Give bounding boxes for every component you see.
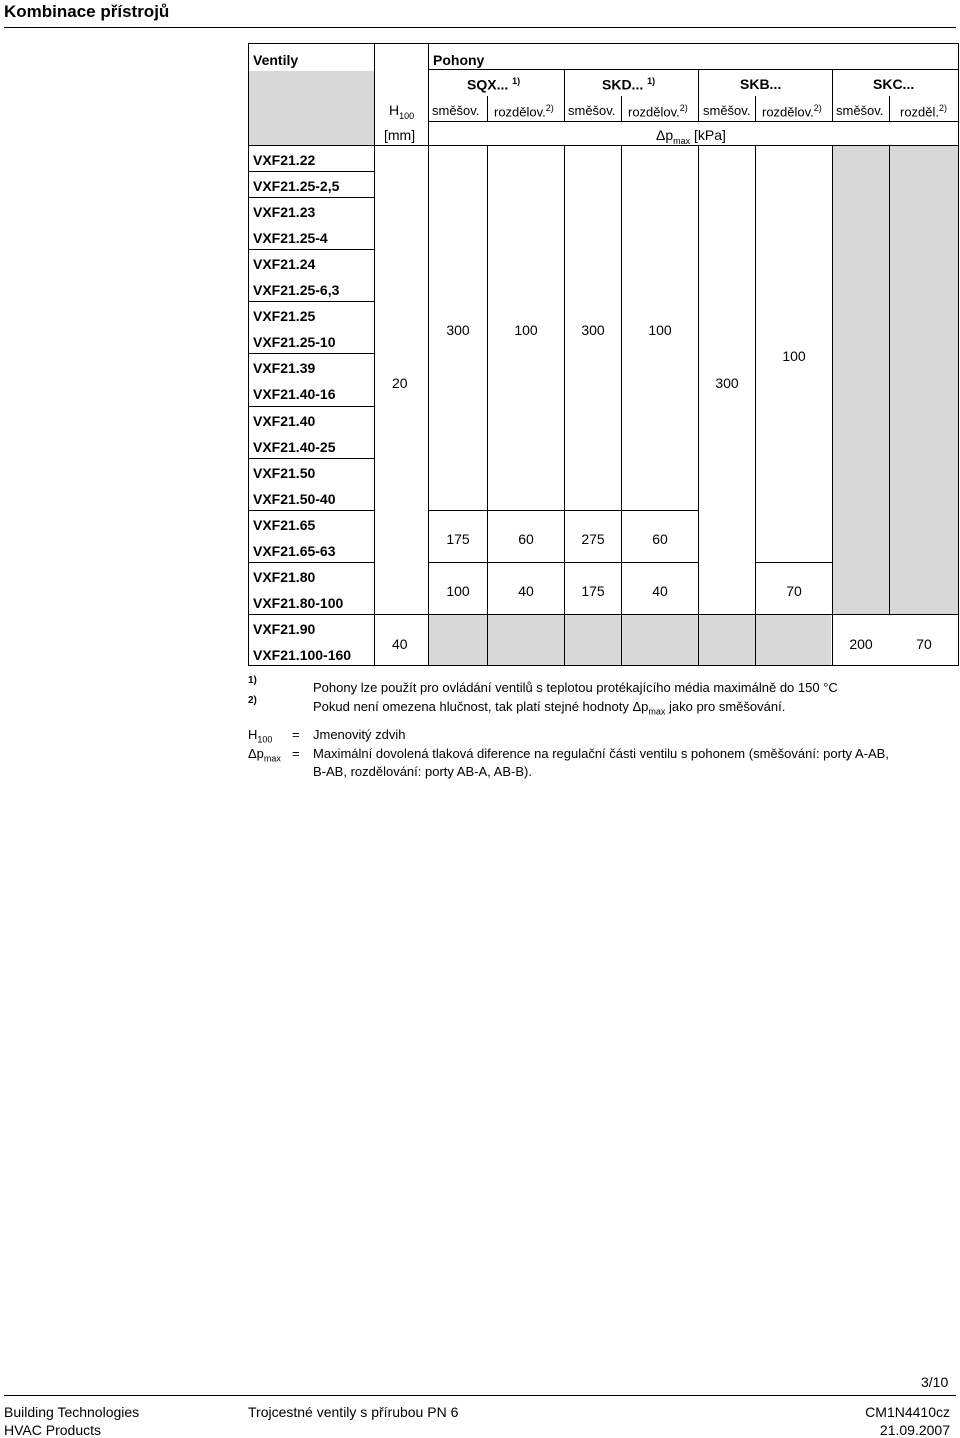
table-bottom-border [248,665,959,666]
drive-sqx: SQX... $^{1)}$ [467,76,521,93]
sep-sub-1 [487,96,488,121]
hline-g1-g2 [429,510,698,511]
def-h100-eq: = [292,727,300,742]
footer-rule [4,1395,956,1396]
sep-sub-4 [889,96,890,121]
header-ventily: Ventily [253,52,299,68]
valve-name: VXF21.25-6,3 [253,282,340,299]
sep-drive-2 [698,69,699,121]
valve-name: VXF21.65 [253,516,316,533]
valve-name: VXF21.25 [253,308,316,325]
note-1-mark: 1) [248,675,257,686]
g2-sqx-smes: 175 [446,531,470,547]
footer-doc-title: Trojcestné ventily s přírubou PN 6 [248,1404,459,1420]
note-1-text: Pohony lze použít pro ovládání ventilů s teplotou protékajícího média maximálně do 150 °C [313,680,838,695]
hline-g2-g3 [429,562,698,563]
sep-sub-2 [621,96,622,121]
skb-rozd-value-top: 100 [782,348,806,364]
valve-name: VXF21.25-4 [253,230,328,247]
table-top-border [248,43,959,44]
sub-skc-rozd: rozděl.$^{2)}$ [900,103,948,120]
title-rule [4,27,956,28]
valve-row-separator [249,510,374,511]
valve-name: VXF21.23 [253,204,316,221]
footer-company: Building Technologies [4,1404,140,1420]
valve-name: VXF21.25-2,5 [253,178,340,195]
table-right-border [958,43,959,666]
sub-sqx-rozd: rozdělov.$^{2)}$ [494,103,554,120]
valve-row-separator [249,197,374,198]
hline-subs [429,121,958,122]
valve-name: VXF21.22 [253,152,316,168]
def-h100-text: Jmenovitý zdvih [313,727,406,742]
table-left-border [248,43,249,666]
def-dp-text-1: Maximální dovolená tlaková diference na regulační části ventilu s pohonem (směšování: porty A-AB, [313,746,889,761]
valve-row-separator [249,458,374,459]
drive-skc: SKC... [873,76,915,92]
valve-name: VXF21.39 [253,360,316,377]
drive-skd: SKD... $^{1)}$ [602,76,656,93]
body-col-4 [698,145,699,666]
sub-skd-rozd: rozdělov.$^{2)}$ [628,103,688,120]
g1-skd-rozd: 100 [648,322,672,338]
hline-row-40 [375,614,958,615]
footer-doc-number: CM1N4410cz [865,1404,950,1420]
g1-sqx-smes: 300 [446,322,470,338]
valve-name: VXF21.80 [253,568,316,585]
drive-skb: SKB... [740,76,782,92]
sep-sub-3 [755,96,756,121]
skb-rozd-value-bottom: 70 [786,583,802,599]
sep-ventily [374,43,375,666]
hline-skb-rozd [755,562,832,563]
def-dp-eq: = [292,746,300,761]
g3-sqx-smes: 100 [446,583,470,599]
sep-h100 [428,43,429,666]
g3-skd-smes: 175 [581,583,605,599]
sub-skb-smes: směšov. [703,103,751,118]
valve-name: VXF21.25-10 [253,334,336,351]
def-dp-symbol: $\Delta p_{max}$ [248,746,281,764]
valve-name: VXF21.40-25 [253,438,336,455]
skc-smes-value: 200 [849,636,873,652]
gray-header-ventily [249,71,374,145]
g1-skd-smes: 300 [581,322,605,338]
g2-sqx-rozd: 60 [518,531,534,547]
valve-name: VXF21.40-16 [253,386,336,403]
valve-name: VXF21.50 [253,464,316,481]
sub-sqx-smes: směšov. [432,103,480,118]
footer-division: HVAC Products [4,1422,101,1438]
header-pohony: Pohony [433,52,485,68]
g2-skd-smes: 275 [581,531,605,547]
body-col-6 [832,145,833,666]
sub-skc-smes: směšov. [836,103,884,118]
skb-smes-value: 300 [715,375,739,391]
sep-drive-1 [564,69,565,121]
header-h100-unit: [mm] [384,127,416,143]
valve-name: VXF21.90 [253,620,316,637]
valve-name: VXF21.65-63 [253,542,336,559]
hline-drives [429,69,958,70]
body-col-7 [889,145,890,614]
page-number: 3/10 [921,1374,949,1390]
valve-row-separator [249,301,374,302]
valve-name: VXF21.24 [253,256,316,273]
g2-skd-rozd: 60 [652,531,668,547]
def-dp-text-2: B-AB, rozdělování: porty AB-A, AB-B). [313,764,532,779]
valve-row-separator [249,249,374,250]
page-title: Kombinace přístrojů [4,2,170,21]
valve-row-separator [249,171,374,172]
valve-name: VXF21.80-100 [253,594,344,611]
valve-row-separator [249,614,374,615]
sep-drive-3 [832,69,833,121]
sub-skb-rozd: rozdělov.$^{2)}$ [762,103,822,120]
skc-rozd-value: 70 [916,636,932,652]
valve-name: VXF21.100-160 [253,646,352,663]
g1-sqx-rozd: 100 [514,322,538,338]
valve-name: VXF21.40 [253,412,316,429]
h100-value-20: 20 [392,375,408,391]
hline-header-bottom [248,145,959,146]
valve-row-separator [249,353,374,354]
g3-skd-rozd: 40 [652,583,668,599]
valve-row-separator [249,562,374,563]
sub-skd-smes: směšov. [568,103,616,118]
gray-skc-block [833,145,958,614]
valve-name: VXF21.50-40 [253,490,336,507]
note-2-mark: 2) [248,695,257,706]
header-dp-unit: $\Delta p_{max}$ [kPa] [656,127,726,146]
gray-row-40 [429,614,831,666]
def-h100-symbol: $H_{100}$ [248,727,273,745]
g3-sqx-rozd: 40 [518,583,534,599]
footer-date: 21.09.2007 [879,1422,950,1438]
valve-row-separator [249,406,374,407]
note-2-text: Pokud není omezena hlučnost, tak platí stejné hodnoty $\Delta p_{max}$ jako pro směšování. [313,699,786,717]
h100-value-40: 40 [392,636,408,652]
header-h100: $H_{100}$ [389,102,415,121]
